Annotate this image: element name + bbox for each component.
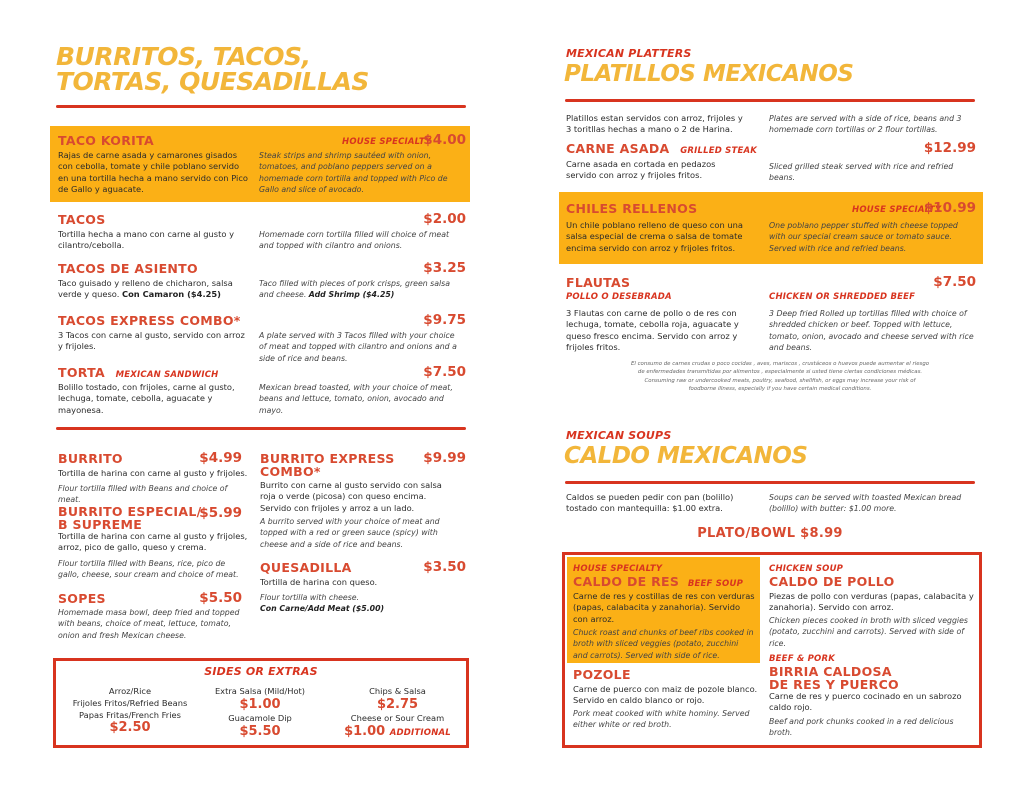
desc-en-sopes: Homemade masa bowl, deep fried and topped with beans, choice of meat, lettuce, tomato, onion and fresh Mexican cheese. (58, 608, 240, 640)
caldo-de-pollo-kicker: CHICKEN SOUP (769, 564, 844, 574)
desc-es-caldo-de-res: Carne de res y costillas de res con verduras (papas, calabacita y zanahoria). Servido con arroz. (573, 591, 755, 624)
item-name-sopes: SOPES (58, 591, 106, 606)
desc-en-quesadilla: Flour tortilla with cheese. Con Carne/Add Meat ($5.00) (260, 593, 385, 614)
desc-en-pozole: Pork meat cooked with white hominy. Served either white or red broth. (573, 709, 750, 730)
flautas-tag-en: CHICKEN OR SHREDDED BEEF (769, 292, 916, 302)
birria-kicker: BEEF & PORK (769, 654, 836, 664)
price-burrito-express-combo: $9.99 (423, 450, 466, 466)
item-name-tacos: TACOS (58, 212, 106, 227)
desc-es-birria: Carne de res y puerco cocinado en un sabrozo caldo rojo. (769, 691, 962, 713)
sides-col-1: Arroz/Rice Frijoles Fritos/Refried Beans Papas Fritas/French Fries $2.50 (70, 686, 190, 736)
desc-es-taco-korita: Rajas de carne asada y camarones gisados con cebolla, tomate y chile poblano servido en una tortilla hecha a mano servido con Pico de Gallo y aguacate. (58, 150, 248, 195)
section-divider (56, 105, 466, 108)
house-specialty-tag: HOUSE SPECIALTY (342, 137, 432, 147)
price-carne-asada: $12.99 (923, 140, 976, 156)
item-name-birria: BIRRIA CALDOSA DE RES Y PUERCO (769, 664, 899, 693)
price-burrito: $4.99 (199, 450, 242, 466)
section-title-burritos: BURRITOS, TACOS, TORTAS, QUESADILLAS (56, 42, 369, 96)
item-name-torta: TORTA MEXICAN SANDWICH (58, 365, 219, 380)
section-divider (565, 99, 975, 102)
grilled-steak-tag: GRILLED STEAK (680, 146, 758, 156)
item-name-pozole: POZOLE (573, 667, 631, 682)
item-name-caldo-de-res: CALDO DE RES BEEF SOUP (573, 574, 743, 589)
price-sopes: $5.50 (199, 590, 242, 606)
soups-intro-en: Soups can be served with toasted Mexican bread (bolillo) with butter: $1.00 more. (769, 493, 962, 514)
desc-es-burrito-express-combo: Burrito con carne al gusto servido con salsa roja o verde (picosa) con queso encima. Servido con frijoles y arroz a un lado. (260, 480, 442, 513)
item-name-flautas: FLAUTAS (566, 275, 631, 290)
item-name-burrito-especial: BURRITO ESPECIAL/ B SUPREME (58, 504, 202, 533)
desc-en-birria: Beef and pork chunks cooked in a red delicious broth. (769, 717, 954, 738)
sides-extras-title: SIDES OR EXTRAS (204, 665, 318, 678)
sides-col-2: Extra Salsa (Mild/Hot) $1.00 Guacamole Dip $5.50 (200, 686, 320, 739)
house-specialty-tag: HOUSE SPECIALTY (852, 205, 942, 215)
item-name-caldo-de-pollo: CALDO DE POLLO (769, 574, 895, 589)
item-name-carne-asada: CARNE ASADA GRILLED STEAK (566, 141, 758, 156)
price-tacos: $2.00 (423, 211, 466, 227)
section-title-caldo: CALDO MEXICANOS (564, 443, 808, 469)
section-divider (565, 481, 975, 484)
platters-kicker: MEXICAN PLATTERS (566, 47, 692, 60)
soups-intro-es: Caldos se pueden pedir con pan (bolillo) tostado con mantequilla: $1.00 extra. (566, 492, 734, 514)
section-title-platillos: PLATILLOS MEXICANOS (564, 61, 854, 87)
item-name-burrito-express-combo: BURRITO EXPRESS COMBO* (260, 451, 395, 480)
desc-es-chiles-rellenos: Un chile poblano relleno de queso con una salsa especial de crema o salsa de tomate encima servido con arroz y frijoles fritos. (566, 220, 743, 253)
item-name-taco-korita: TACO KORITA (58, 133, 154, 148)
desc-es-flautas: 3 Flautas con carne de pollo o de res con lechuga, tomate, cebolla roja, aguacate y queso fresco encima. Servido con arroz y frijoles fritos. (566, 308, 739, 353)
sides-col-3: Chips & Salsa $2.75 Cheese or Sour Cream $1.00 ADDITIONAL (335, 686, 460, 739)
desc-en-carne-asada: Sliced grilled steak served with rice and refried beans. (769, 162, 954, 183)
desc-en-caldo-de-res: Chuck roast and chunks of beef ribs cooked in broth with sliced veggies (potato, zucchini and carrots). Served with side of rice. (573, 628, 754, 660)
desc-en-burrito-express-combo: A burrito served with your choice of meat and topped with a red or green sauce (spicy) with cheese and a side of rice and beans. (260, 517, 440, 549)
desc-en-caldo-de-pollo: Chicken pieces cooked in broth with sliced veggies (potato, zucchini and carrots). Served with side of rice. (769, 616, 968, 648)
desc-es-torta: Bolillo tostado, con frijoles, carne al gusto, lechuga, tomate, cebolla, aguacate y mayonesa. (58, 382, 235, 415)
section-divider (56, 427, 466, 430)
flautas-tag-es: POLLO O DESEBRADA (566, 292, 672, 302)
price-burrito-especial: $5.99 (199, 505, 242, 521)
caldo-de-res-kicker: HOUSE SPECIALTY (573, 564, 663, 574)
desc-en-chiles-rellenos: One poblano pepper stuffed with cheese topped with our special cream sauce or tomato sauce. Served with rice and refried beans. (769, 221, 958, 253)
desc-es-pozole: Carne de puerco con maiz de pozole blanco. Servido en caldo blanco or rojo. (573, 684, 758, 706)
item-name-quesadilla: QUESADILLA (260, 560, 352, 575)
desc-en-flautas: 3 Deep fried Rolled up tortillas filled with choice of shredded chicken or beef. Topped with lettuce, tomato, onion, avocado and cheese served with rice and beans. (769, 309, 974, 352)
desc-es-burrito-especial: Tortilla de harina con carne al gusto y frijoles, arroz, pico de gallo, queso y crema. (58, 531, 248, 553)
price-tacos-express-combo: $9.75 (423, 312, 466, 328)
desc-es-tacos: Tortilla hecha a mano con carne al gusto y cilantro/cebolla. (58, 229, 234, 251)
sides-price: $1.00 (239, 696, 281, 712)
item-name-tacos-express-combo: TACOS EXPRESS COMBO* (58, 313, 241, 328)
price-quesadilla: $3.50 (423, 559, 466, 575)
desc-en-burrito: Flour tortilla filled with Beans and choice of meat. (58, 484, 228, 505)
price-chiles-rellenos: $10.99 (923, 200, 976, 216)
desc-es-tacos-express-combo: 3 Tacos con carne al gusto, servido con arroz y frijoles. (58, 330, 245, 352)
sides-price: $1.00 ADDITIONAL (344, 723, 451, 739)
price-flautas: $7.50 (933, 274, 976, 290)
desc-es-carne-asada: Carne asada en cortada en pedazos servido con arroz y frijoles fritos. (566, 159, 716, 181)
price-torta: $7.50 (423, 364, 466, 380)
desc-es-caldo-de-pollo: Piezas de pollo con verduras (papas, calabacita y zanahoria). Servido con arroz. (769, 591, 974, 613)
desc-es-quesadilla: Tortilla de harina con queso. (260, 577, 378, 587)
item-name-burrito: BURRITO (58, 451, 123, 466)
sides-price: $5.50 (239, 723, 281, 739)
beef-soup-tag: BEEF SOUP (687, 579, 743, 589)
desc-es-tacos-de-asiento: Taco guisado y relleno de chicharon, salsa verde y queso. Con Camaron ($4.25) (58, 278, 233, 300)
desc-es-burrito: Tortilla de harina con carne al gusto y frijoles. (58, 468, 248, 478)
platters-intro-es: Platillos estan servidos con arroz, frijoles y 3 toritllas hechas a mano o 2 de Harina. (566, 113, 743, 135)
soups-kicker: MEXICAN SOUPS (566, 429, 672, 442)
item-name-chiles-rellenos: CHILES RELLENOS (566, 201, 698, 216)
desc-en-torta: Mexican bread toasted, with your choice of meat, beans and lettuce, tomato, onion, avocado and mayo. (259, 383, 453, 415)
desc-en-tacos: Homemade corn tortilla filled will choice of meat and topped with cilantro and onions. (259, 230, 450, 251)
food-safety-disclaimer: El consumo de carnes crudas o poco cocidas , aves, mariscos , crustáceos o huevos puede aumentar el riesgo de enfermedades transmitidas por alimentos , especialmente si usted tiene ciertas condiciones médicas. Consuming raw or undercooked meats, poultry, seafood, shellfish, or eggs may increase your risk of foodborne illness, especially if you have certain medical conditions. (630, 361, 930, 393)
desc-en-tacos-express-combo: A plate served with 3 Tacos filled with your choice of meat and topped with cilantro and onions and a side of rice and beans. (259, 331, 457, 363)
price-taco-korita: $4.00 (423, 132, 466, 148)
torta-tag: MEXICAN SANDWICH (115, 370, 219, 380)
sides-price: $2.75 (376, 696, 419, 712)
desc-en-taco-korita: Steak strips and shrimp sautéed with onion, tomatoes, and poblano peppers served on a homemade corn tortilla and topped with Pico de Gallo and slice of avocado. (259, 151, 448, 194)
platters-intro-en: Plates are served with a side of rice, beans and 3 homemade corn tortillas or 2 flour tortillas. (769, 114, 962, 135)
item-name-tacos-de-asiento: TACOS DE ASIENTO (58, 261, 198, 276)
sides-price: $2.50 (109, 720, 151, 736)
soups-plato-bowl-price: PLATO/BOWL $8.99 (697, 526, 843, 541)
price-tacos-de-asiento: $3.25 (423, 260, 466, 276)
desc-en-tacos-de-asiento: Taco filled with pieces of pork crisps, green salsa and cheese. Add Shrimp ($4.25) (259, 279, 451, 300)
desc-en-burrito-especial: Flour tortilla filled with Beans, rice, pico de gallo, cheese, sour cream and choice of meat. (58, 559, 239, 580)
